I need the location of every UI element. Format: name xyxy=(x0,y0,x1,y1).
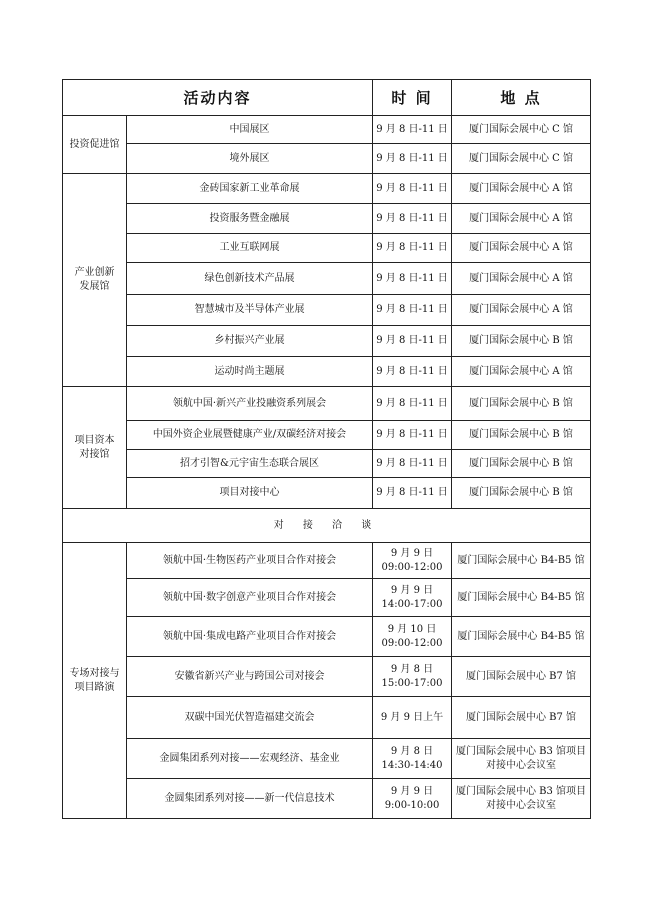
group-label: 投资促进馆 xyxy=(63,116,127,174)
table-row xyxy=(63,326,591,357)
header-content: 活动内容 xyxy=(63,80,373,116)
row-content: 境外展区 xyxy=(127,144,373,174)
row-time: 9 月 9 日 09:00-12:00 xyxy=(373,543,452,579)
row-place: 厦门国际会展中心 A 馆 xyxy=(452,263,591,295)
table-row xyxy=(63,234,591,263)
table-row xyxy=(63,144,591,174)
row-time: 9 月 8 日-11 日 xyxy=(373,263,452,295)
row-content: 项目对接中心 xyxy=(127,478,373,509)
row-time: 9 月 8 日-11 日 xyxy=(373,174,452,204)
table-row xyxy=(63,174,591,204)
row-content: 绿色创新技术产品展 xyxy=(127,263,373,295)
row-time: 9 月 8 日-11 日 xyxy=(373,387,452,421)
group-label: 产业创新 发展馆 xyxy=(63,174,127,387)
row-content: 金砖国家新工业革命展 xyxy=(127,174,373,204)
table-row xyxy=(63,263,591,295)
row-place: 厦门国际会展中心 B 馆 xyxy=(452,450,591,478)
row-time: 9 月 8 日-11 日 xyxy=(373,144,452,174)
header-place: 地 点 xyxy=(452,80,591,116)
row-content: 招才引智&元宇宙生态联合展区 xyxy=(127,450,373,478)
row-time: 9 月 8 日-11 日 xyxy=(373,478,452,509)
header-row xyxy=(63,80,591,116)
row-time: 9 月 8 日-11 日 xyxy=(373,421,452,450)
row-time: 9 月 8 日-11 日 xyxy=(373,204,452,234)
table-row xyxy=(63,543,591,579)
row-place: 厦门国际会展中心 B 馆 xyxy=(452,326,591,357)
row-content: 领航中国·集成电路产业项目合作对接会 xyxy=(127,617,373,657)
row-content: 工业互联网展 xyxy=(127,234,373,263)
group-label: 项目资本 对接馆 xyxy=(63,387,127,509)
row-time: 9 月 9 日 14:00-17:00 xyxy=(373,579,452,617)
table-row xyxy=(63,295,591,326)
row-content: 运动时尚主题展 xyxy=(127,357,373,387)
row-time: 9 月 8 日-11 日 xyxy=(373,357,452,387)
table-row xyxy=(63,387,591,421)
row-place: 厦门国际会展中心 A 馆 xyxy=(452,357,591,387)
row-time: 9 月 8 日-11 日 xyxy=(373,450,452,478)
section-row xyxy=(63,509,591,543)
row-place: 厦门国际会展中心 C 馆 xyxy=(452,116,591,144)
row-time: 9 月 9 日 9:00-10:00 xyxy=(373,779,452,819)
table-row xyxy=(63,697,591,739)
row-place: 厦门国际会展中心 B7 馆 xyxy=(452,657,591,697)
row-time: 9 月 9 日上午 xyxy=(373,697,452,739)
row-content: 领航中国·生物医药产业项目合作对接会 xyxy=(127,543,373,579)
row-time: 9 月 8 日 14:30-14:40 xyxy=(373,739,452,779)
row-time: 9 月 8 日-11 日 xyxy=(373,295,452,326)
row-content: 双碳中国光伏智造福建交流会 xyxy=(127,697,373,739)
row-place: 厦门国际会展中心 C 馆 xyxy=(452,144,591,174)
table-row xyxy=(63,579,591,617)
table-row xyxy=(63,421,591,450)
row-place: 厦门国际会展中心 B3 馆项目 对接中心会议室 xyxy=(452,739,591,779)
row-content: 金圆集团系列对接——宏观经济、基金业 xyxy=(127,739,373,779)
row-place: 厦门国际会展中心 B 馆 xyxy=(452,421,591,450)
row-content: 中国展区 xyxy=(127,116,373,144)
header-time: 时 间 xyxy=(373,80,452,116)
row-place: 厦门国际会展中心 B4-B5 馆 xyxy=(452,579,591,617)
schedule-table xyxy=(62,79,591,819)
table-row xyxy=(63,617,591,657)
table-row xyxy=(63,116,591,144)
row-time: 9 月 8 日-11 日 xyxy=(373,326,452,357)
row-place: 厦门国际会展中心 B 馆 xyxy=(452,387,591,421)
row-place: 厦门国际会展中心 B4-B5 馆 xyxy=(452,617,591,657)
section-title: 对 接 洽 谈 xyxy=(63,509,591,543)
table-row xyxy=(63,779,591,819)
row-content: 金圆集团系列对接——新一代信息技术 xyxy=(127,779,373,819)
row-place: 厦门国际会展中心 A 馆 xyxy=(452,234,591,263)
table-row xyxy=(63,357,591,387)
row-content: 安徽省新兴产业与跨国公司对接会 xyxy=(127,657,373,697)
row-place: 厦门国际会展中心 A 馆 xyxy=(452,295,591,326)
row-content: 乡村振兴产业展 xyxy=(127,326,373,357)
row-time: 9 月 8 日-11 日 xyxy=(373,116,452,144)
row-place: 厦门国际会展中心 B 馆 xyxy=(452,478,591,509)
group-label: 专场对接与 项目路演 xyxy=(63,543,127,819)
row-place: 厦门国际会展中心 B7 馆 xyxy=(452,697,591,739)
row-time: 9 月 10 日 09:00-12:00 xyxy=(373,617,452,657)
row-content: 智慧城市及半导体产业展 xyxy=(127,295,373,326)
table-row xyxy=(63,739,591,779)
table-row xyxy=(63,657,591,697)
row-content: 领航中国·新兴产业投融资系列展会 xyxy=(127,387,373,421)
table-row xyxy=(63,450,591,478)
row-content: 中国外资企业展暨健康产业/双碳经济对接会 xyxy=(127,421,373,450)
row-place: 厦门国际会展中心 A 馆 xyxy=(452,174,591,204)
row-place: 厦门国际会展中心 B3 馆项目 对接中心会议室 xyxy=(452,779,591,819)
table-row xyxy=(63,478,591,509)
row-place: 厦门国际会展中心 A 馆 xyxy=(452,204,591,234)
row-place: 厦门国际会展中心 B4-B5 馆 xyxy=(452,543,591,579)
row-content: 投资服务暨金融展 xyxy=(127,204,373,234)
table-row xyxy=(63,204,591,234)
row-time: 9 月 8 日 15:00-17:00 xyxy=(373,657,452,697)
row-time: 9 月 8 日-11 日 xyxy=(373,234,452,263)
row-content: 领航中国·数字创意产业项目合作对接会 xyxy=(127,579,373,617)
